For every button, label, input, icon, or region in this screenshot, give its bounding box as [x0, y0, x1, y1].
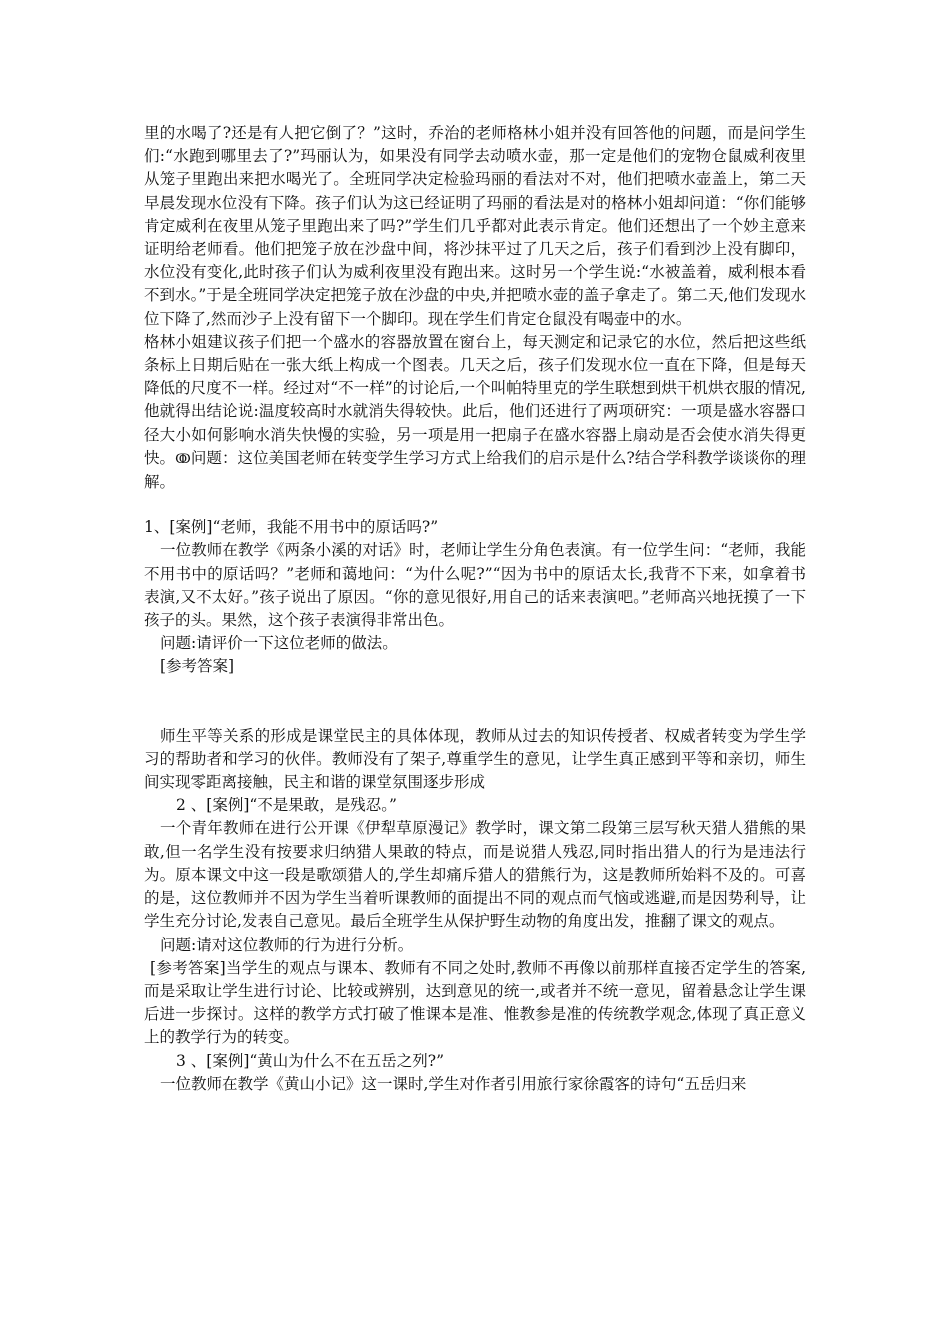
- case1-question: 问题:请评价一下这位老师的做法。: [160, 634, 398, 653]
- case1-body: 一位教师在教学《两条小溪的对话》时，老师让学生分角色表演。有一位学生问：“老师，我能不用书中的原话吗？”老师和蔼地问：“为什么呢?”“因为书中的原话太长,我背不下来，如拿着书表演,又不太好。”孩子说出了原因。“你的意见很好,用自己的话来表演吧。”老师高兴地抚摸了一下孩子的头。果然，这个孩子表演得非常出色。: [144, 541, 806, 630]
- case3-body: 一位教师在教学《黄山小记》这一课时,学生对作者引用旅行家徐霞客的诗句“五岳归来: [160, 1074, 747, 1093]
- spacer: [144, 494, 806, 516]
- case2-title: 2 、[案例]“不是果敢，是残忍。”: [176, 796, 397, 815]
- case2-answer: [参考答案]当学生的观点与课本、教师有不同之处时,教师不再像以前那样直接否定学生的答案,而是采取让学生进行讨论、比较或辨别，达到意见的统一,或者并不统一意见，留着悬念让学生课后进一步探讨。这样的教学方式打破了惟课本是准、惟教参是准的传统教学观念,体现了真正意义上的教学行为的转变。: [144, 958, 806, 1047]
- paragraph-story-part2: [144, 331, 806, 494]
- case1-answer: 师生平等关系的形成是课堂民主的具体体现，教师从过去的知识传授者、权威者转变为学生学习的帮助者和学习的伙伴。教师没有了架子,尊重学生的意见，让学生真正感到平等和亲切，师生间实现零距离接触，民主和谐的课堂氛围逐步形成: [144, 726, 806, 792]
- case1-answer-label: [参考答案]: [160, 657, 235, 676]
- case2-question: 问题:请对这位教师的行为进行分析。: [160, 935, 414, 954]
- inline-symbol: ↂ: [175, 451, 191, 467]
- paragraph-story-part1: 里的水喝了?还是有人把它倒了？”这时，乔治的老师格林小姐并没有回答他的问题，而是问学生们:“水跑到哪里去了?”玛丽认为，如果没有同学去动喷水壶，那一定是他们的宠物仓鼠威利夜里从笼子里跑出来把水喝光了。全班同学决定检验玛丽的看法对不对，他们把喷水壶盖上，第二天早晨发现水位没有下降。孩子们认为这已经证明了玛丽的看法是对的格林小姐却问道：“你们能够肯定威利在夜里从笼子里跑出来了吗?”学生们几乎都对此表示肯定。他们还想出了一个妙主意来证明给老师看。他们把笼子放在沙盘中间，将沙抹平过了几天之后，孩子们看到沙上没有脚印，水位没有变化,此时孩子们认为威利夜里没有跑出来。这时另一个学生说:“水被盖着，威利根本看不到水。”于是全班同学决定把笼子放在沙盘的中央,并把喷水壶的盖子拿走了。第二天,他们发现水位下降了,然而沙子上没有留下一个脚印。现在学生们肯定仓鼠没有喝壶中的水。: [144, 124, 807, 328]
- document-page: [144, 122, 806, 1096]
- spacer: [144, 679, 806, 725]
- case1-title: 1、[案例]“老师，我能不用书中的原话吗?”: [144, 518, 439, 537]
- case2-body: 一个青年教师在进行公开课《伊犁草原漫记》教学时，课文第二段第三层写秋天猎人猎熊的果敢,但一名学生没有按要求归纳猎人果敢的特点，而是说猎人残忍,同时指出猎人的行为是违法行为。原本课文中这一段是歌颂猎人的,学生却痛斥猎人的猎熊行为，这是教师所始料不及的。可喜的是，这位教师并不因为学生当着听课教师的面提出不同的观点而气恼或逃避,而是因势利导，让学生充分讨论,发表自己意见。最后全班学生从保护野生动物的角度出发，推翻了课文的观点。: [144, 819, 806, 931]
- story-question: 问题：这位美国老师在转变学生学习方式上给我们的启示是什么?结合学科教学谈谈你的理解。: [144, 448, 806, 492]
- case3-title: 3 、[案例]“黄山为什么不在五岳之列?”: [176, 1051, 445, 1070]
- story-text: 格林小姐建议孩子们把一个盛水的容器放置在窗台上，每天测定和记录它的水位，然后把这些纸条标上日期后贴在一张大纸上构成一个图表。几天之后，孩子们发现水位一直在下降，但是每天降低的尺度不一样。经过对“不一样”的讨论后,一个叫帕特里克的学生联想到烘干机烘衣服的情况,他就得出结论说:温度较高时水就消失得较快。此后，他们还进行了两项研究：一项是盛水容器口径大小如何影响水消失快慢的实验，另一项是用一把扇子在盛水容器上扇动是否会使水消失得更快。: [144, 332, 806, 467]
